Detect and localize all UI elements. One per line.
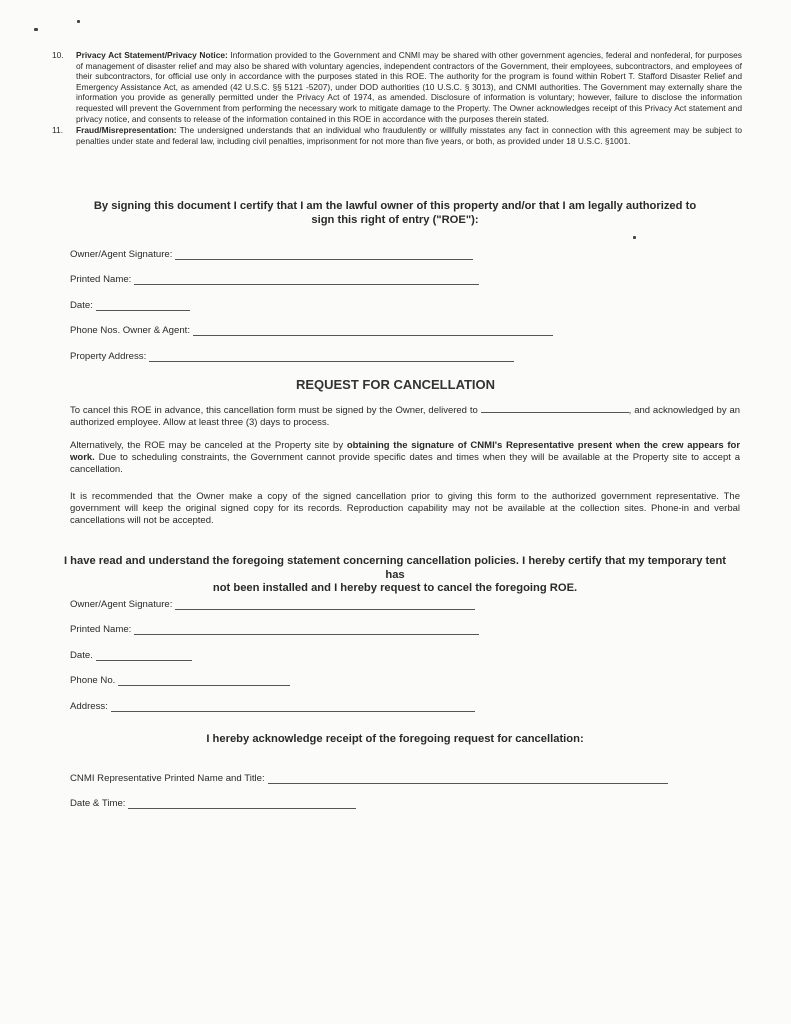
cancel-phone-field[interactable] xyxy=(70,661,479,687)
cancel-signature-block xyxy=(70,584,479,712)
phone-line[interactable] xyxy=(118,675,290,686)
para-text: , and acknowledged by an authorized employee. Allow at least three (3) days to process. xyxy=(70,405,741,428)
field-label: Owner/Agent Signature: xyxy=(70,598,173,610)
field-label: Date. xyxy=(70,649,93,661)
owner-signature-block xyxy=(70,234,553,362)
cancel-printed-name-field[interactable] xyxy=(70,610,479,636)
scan-mark xyxy=(34,28,38,31)
certification-line-1: By signing this document I certify that I am the lawful owner of this property and/or that I am legally authorized to xyxy=(93,200,697,212)
field-label: Address: xyxy=(70,700,108,712)
field-label: Printed Name: xyxy=(70,624,132,635)
field-label: Date & Time: xyxy=(70,798,126,809)
item-heading: Fraud/Misrepresentation: xyxy=(76,125,177,136)
fraud-item xyxy=(52,125,742,146)
signature-line[interactable] xyxy=(175,599,475,610)
date-time-field[interactable] xyxy=(70,784,668,810)
cancel-owner-signature-field[interactable] xyxy=(70,584,479,610)
printed-name-field[interactable] xyxy=(70,260,553,286)
representative-name-field[interactable] xyxy=(70,758,668,784)
representative-name-line[interactable] xyxy=(268,773,668,784)
acknowledge-heading: I hereby acknowledge receipt of the foregoing request for cancellation: xyxy=(206,733,584,745)
cancel-statement-line-2: not been installed and I hereby request to cancel the foregoing ROE. xyxy=(212,582,578,594)
representative-block xyxy=(70,758,668,809)
phone-nos-field[interactable] xyxy=(70,311,553,337)
property-address-line[interactable] xyxy=(149,351,514,362)
item-text: The undersigned understands that an individual who fraudulently or willfully misstates any fact in connection with this agreement may be subject to penalties under state and federal law, including civil penalties, imprisonment for not more than five years, or both, as provided under 18 U.S.C. §1001. xyxy=(76,125,742,146)
cancellation-paragraph-2 xyxy=(70,440,740,475)
signature-line[interactable] xyxy=(175,249,473,260)
field-label: Owner/Agent Signature: xyxy=(70,248,173,260)
item-number: 10. xyxy=(52,50,64,60)
item-text: Information provided to the Government and CNMI may be shared with other government agencies, federal and nonfederal, for purposes of management of disaster relief and may also be shared with voluntary agencies, independent contractors of the Government, their employees, subcontractors, and employees of their subcontractors, for official use only in accordance with the purposes stated in this ROE. The authority for the program is found within Robert T. Stafford Disaster Relief and Emergency Assistance Act, as amended (42 U.S.C. §§ 5121 -5207), under DOD authorities (10 U.S.C. § 3013), and CNMI authorities. The Government may externally share the information you provide as generally permitted under the Privacy Act of 1974, as amended. Disclosure of information is voluntary; however, failure to disclose the information requested will prevent the Government from performing the necessary work to mitigate damage to the Property. The Owner acknowledges receipt of this Privacy Act statement and privacy notice, and consents to release of the information contained in this ROE in accordance with the purposes therein stated. xyxy=(76,50,742,124)
cancellation-paragraph-3: It is recommended that the Owner make a copy of the signed cancellation prior to giving this form to the authorized government representative. The government will keep the original signed copy for its records. Reproduction capability may not be available at the collection sites. Phone-in and verbal cancellations will not be accepted. xyxy=(70,491,740,526)
item-heading: Privacy Act Statement/Privacy Notice: xyxy=(76,50,228,60)
delivered-to-line[interactable] xyxy=(481,404,629,413)
cancel-address-field[interactable] xyxy=(70,686,479,712)
para-text: To cancel this ROE in advance, this cancellation form must be signed by the Owner, delivered to xyxy=(70,405,478,416)
terms-list xyxy=(52,50,742,147)
date-line[interactable] xyxy=(96,300,190,311)
para-text: Alternatively, the ROE may be canceled at the Property site by xyxy=(70,440,344,451)
scan-mark xyxy=(77,20,80,23)
field-label: Printed Name: xyxy=(70,274,132,285)
cancellation-title: REQUEST FOR CANCELLATION xyxy=(295,377,496,392)
printed-name-line[interactable] xyxy=(134,274,479,285)
field-label: CNMI Representative Printed Name and Title: xyxy=(70,772,265,784)
date-field[interactable] xyxy=(70,285,553,311)
address-line[interactable] xyxy=(111,701,475,712)
cancel-statement-line-1: I have read and understand the foregoing statement concerning cancellation policies. I hereby certify that my temporary tent has xyxy=(63,555,727,581)
certification-line-2: sign this right of entry ("ROE"): xyxy=(311,213,479,226)
privacy-act-item xyxy=(52,50,742,124)
property-address-field[interactable] xyxy=(70,336,553,362)
phone-nos-line[interactable] xyxy=(193,325,553,336)
certification-heading xyxy=(60,200,730,227)
field-label: Phone Nos. Owner & Agent: xyxy=(70,325,190,336)
printed-name-line[interactable] xyxy=(134,624,479,635)
date-line[interactable] xyxy=(96,650,192,661)
item-number: 11. xyxy=(52,125,64,136)
field-label: Property Address: xyxy=(70,350,147,362)
date-time-line[interactable] xyxy=(128,798,356,809)
cancel-date-field[interactable] xyxy=(70,635,479,661)
para-text: Due to scheduling constraints, the Government cannot provide specific dates and times when they will be available at the Property site to accept a cancellation. xyxy=(70,451,741,475)
scan-mark xyxy=(633,236,636,239)
owner-signature-field[interactable] xyxy=(70,234,553,260)
cancellation-paragraph-1 xyxy=(70,404,740,429)
field-label: Date: xyxy=(70,299,93,311)
field-label: Phone No. xyxy=(70,675,116,686)
para-bold-text: obtaining the signature of CNMI's Representative present when the crew appears for work. xyxy=(70,440,741,463)
